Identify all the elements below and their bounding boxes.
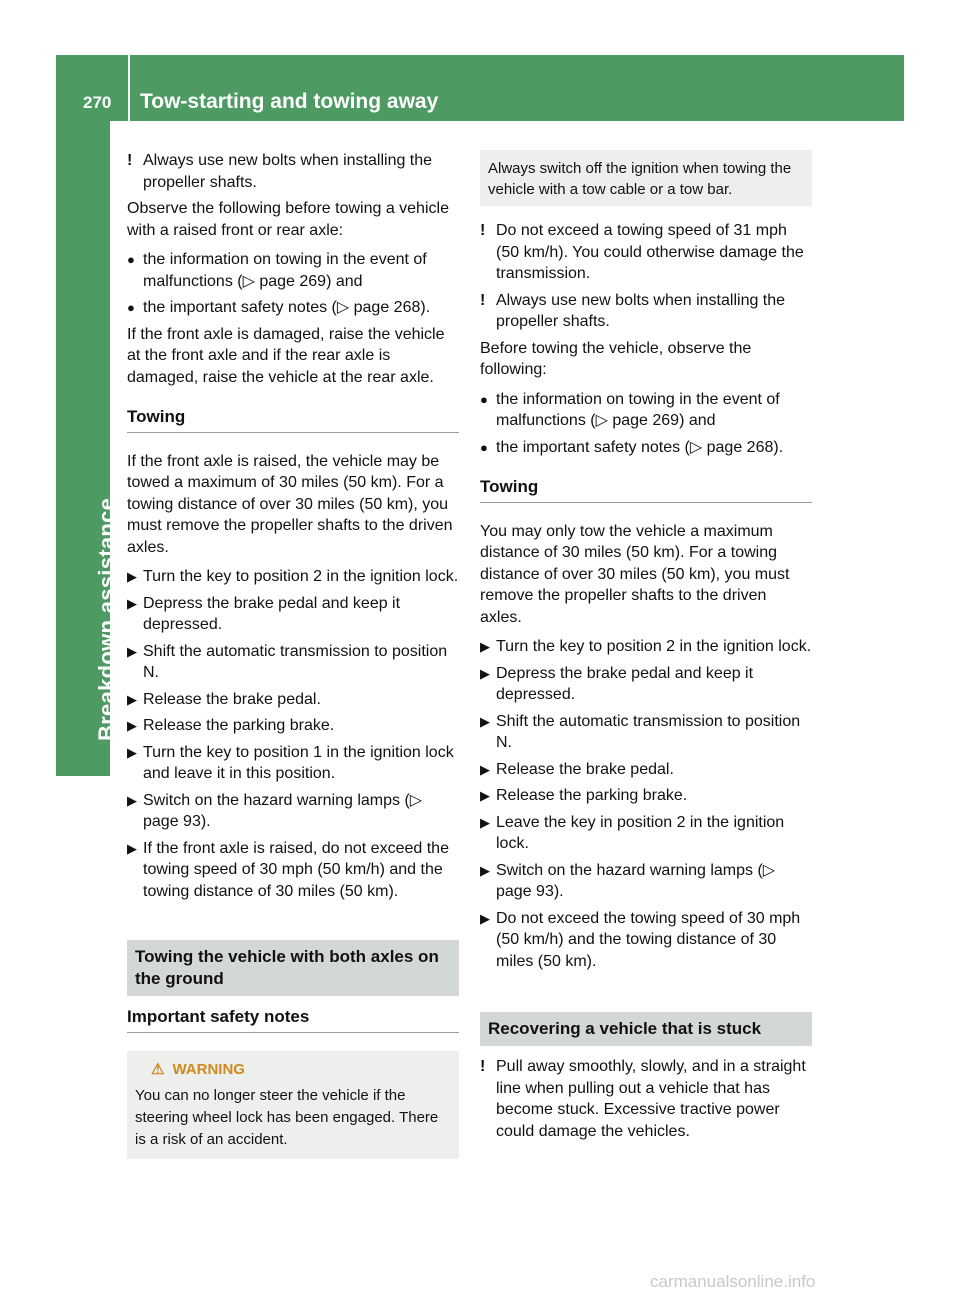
exclamation-icon: ! <box>480 291 486 309</box>
warning-triangle-icon: ⚠ <box>151 1060 165 1078</box>
step-item: ▶ Turn the key to position 1 in the ignition lock and leave it in this position. <box>127 743 454 782</box>
step-item: ▶ Switch on the hazard warning lamps (▷ page 93). <box>480 861 776 900</box>
header-divider <box>128 55 130 121</box>
section-heading: Recovering a vehicle that is stuck <box>480 1012 812 1046</box>
arrow-icon: ▶ <box>480 761 490 777</box>
arrow-icon: ▶ <box>480 713 490 729</box>
bullet-item: ● the information on towing in the event of malfunctions (▷ page 269) and <box>480 390 780 429</box>
bullet-item: ● the information on towing in the event of malfunctions (▷ page 269) and <box>127 251 427 290</box>
arrow-icon: ▶ <box>480 639 490 654</box>
notice-speed: ! Do not exceed a towing speed of 31 mph (50 km/h). You could otherwise damage the transmission. <box>480 222 804 282</box>
bullet-icon: ● <box>480 391 488 407</box>
left-column <box>127 150 459 1159</box>
safety-heading: Important safety notes <box>127 1006 459 1033</box>
towing-heading: Towing <box>127 406 459 433</box>
right-column <box>480 150 812 1147</box>
step-item: ▶ Release the parking brake. <box>480 785 812 807</box>
arrow-icon: ▶ <box>127 718 137 733</box>
warning-text: You can no longer steer the vehicle if the steering wheel lock has been engaged. There is a risk of an accident. <box>135 1086 439 1148</box>
bullet-item: ● the important safety notes (▷ page 268). <box>127 297 459 319</box>
step-item: ▶ If the front axle is raised, do not exceed the towing speed of 30 mph (50 km/h) and the towing distance of 30 miles (50 km). <box>127 839 449 900</box>
arrow-icon: ▶ <box>127 840 137 856</box>
warning-box <box>127 1051 459 1159</box>
exclamation-icon: ! <box>480 1058 486 1075</box>
info-note: Always switch off the ignition when towing the vehicle with a tow cable or a tow bar. <box>480 150 812 206</box>
towing-text: You may only tow the vehicle a maximum distance of 30 miles (50 km). For a towing distance of over 30 miles (50 km), you must remove the propeller shafts to the driven axles. <box>480 522 790 626</box>
warning-header: ⚠ WARNING <box>151 1060 245 1078</box>
intro-text: Before towing the vehicle, observe the following: <box>480 339 752 378</box>
step-item: ▶ Shift the automatic transmission to position N. <box>127 642 448 681</box>
bullet-icon: ● <box>480 439 488 455</box>
step-item: ▶ Turn the key to position 2 in the ignition lock. <box>480 636 812 658</box>
step-item: ▶ Release the brake pedal. <box>480 759 812 781</box>
page-title: Tow-starting and towing away <box>140 90 439 113</box>
step-item: ▶ Turn the key to position 2 in the ignition lock. <box>127 566 459 588</box>
towing-heading: Towing <box>480 476 812 503</box>
bullet-item: ● the important safety notes (▷ page 268). <box>480 437 812 459</box>
section-tab <box>56 121 119 776</box>
step-item: ▶ Depress the brake pedal and keep it depressed. <box>480 664 754 703</box>
watermark: carmanualsonline.info <box>650 1272 816 1291</box>
step-item: ▶ Release the brake pedal. <box>127 689 459 711</box>
step-item: ▶ Depress the brake pedal and keep it depressed. <box>127 594 401 633</box>
section-tab-label: Breakdown assistance <box>94 497 119 741</box>
arrow-icon: ▶ <box>480 788 490 803</box>
arrow-icon: ▶ <box>127 643 137 659</box>
section-heading: Towing the vehicle with both axles on the ground <box>127 940 459 996</box>
towing-text: If the front axle is raised, the vehicle may be towed a maximum of 30 miles (50 km). For a towing distance of over 30 miles (50 km), you must remove the propeller shafts to the driven axles. <box>127 452 453 556</box>
exclamation-icon: ! <box>127 152 133 169</box>
arrow-icon: ▶ <box>127 792 137 808</box>
step-item: ▶ Shift the automatic transmission to position N. <box>480 712 801 751</box>
step-item: ▶ Leave the key in position 2 in the ignition lock. <box>480 813 785 852</box>
exclamation-icon: ! <box>480 222 486 239</box>
arrow-icon: ▶ <box>127 595 137 611</box>
arrow-icon: ▶ <box>480 665 490 681</box>
body-text: If the front axle is damaged, raise the vehicle at the front axle and if the rear axle is damaged, raise the vehicle at the rear axle. <box>127 325 445 386</box>
step-item: ▶ Do not exceed the towing speed of 30 mph (50 km/h) and the towing distance of 30 miles (50 km). <box>480 909 801 970</box>
arrow-icon: ▶ <box>127 691 137 707</box>
notice-bolts: ! Always use new bolts when installing the propeller shafts. <box>127 152 433 191</box>
notice-bolts: ! Always use new bolts when installing the propeller shafts. <box>480 291 786 330</box>
intro-text: Observe the following before towing a vehicle with a raised front or rear axle: <box>127 200 449 239</box>
arrow-icon: ▶ <box>127 744 137 760</box>
step-item: ▶ Switch on the hazard warning lamps (▷ page 93). <box>127 791 423 830</box>
bullet-icon: ● <box>127 300 135 315</box>
arrow-icon: ▶ <box>480 862 490 878</box>
bullet-icon: ● <box>127 252 135 267</box>
arrow-icon: ▶ <box>480 814 490 830</box>
arrow-icon: ▶ <box>127 569 137 584</box>
arrow-icon: ▶ <box>480 910 490 926</box>
page-header <box>56 55 904 121</box>
notice-stuck: ! Pull away smoothly, slowly, and in a straight line when pulling out a vehicle that has become stuck. Excessive tractive power could damage the vehicles. <box>480 1058 806 1140</box>
step-item: ▶ Release the parking brake. <box>127 715 459 737</box>
page-number: 270 <box>83 93 112 112</box>
